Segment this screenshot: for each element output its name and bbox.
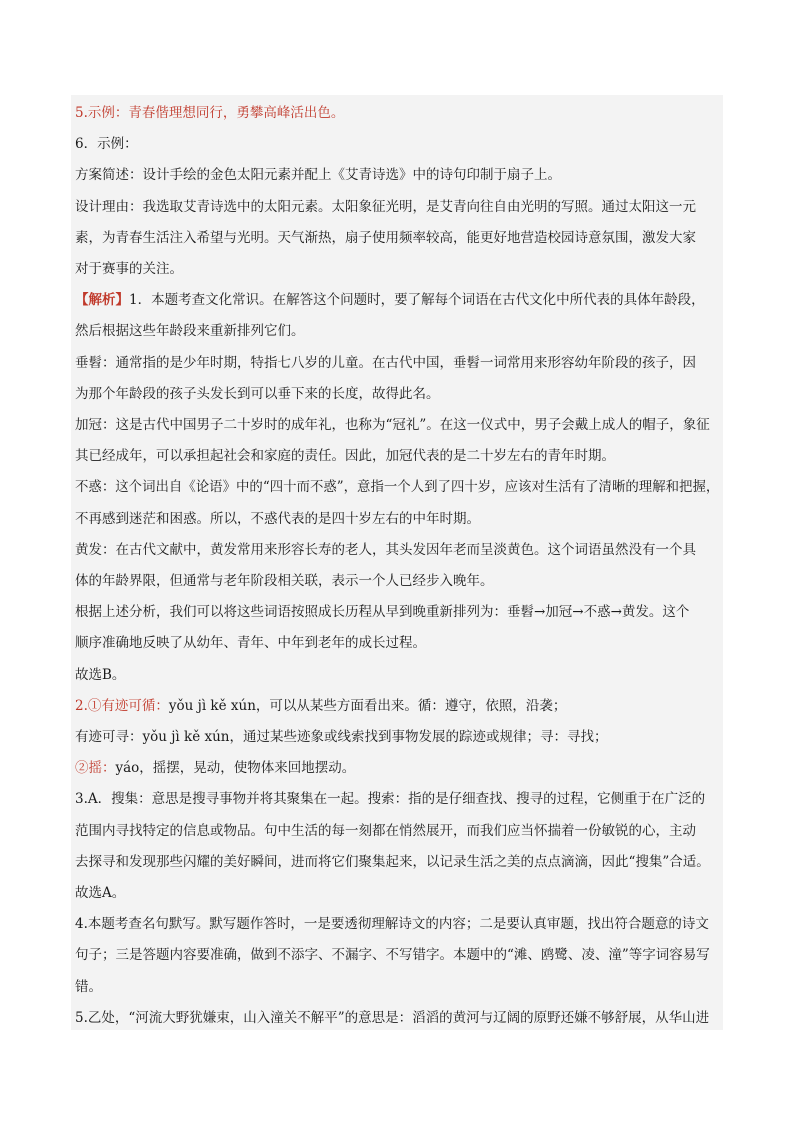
text-line [75,165,561,185]
text-line [75,758,355,778]
text-segment: 5.示例：青春偕理想同行，勇攀高峰活出色。 [75,105,345,121]
text-segment: 5.乙处，“河流大野犹嫌束，山入潼关不解平”的意思是：滔滔的黄河与辽阔的原野还嫌不够舒展，从华山进 [75,1009,710,1026]
text-segment: 其已经成年，可以承担起社会和家庭的责任。因此，加冠代表的是二十岁左右的青年时期。 [75,448,615,465]
text-line [75,321,305,341]
text-line [75,290,705,310]
text-line [75,509,480,529]
text-segment: 加冠：这是古代中国男子二十岁时的成年礼，也称为“冠礼”。在这一仪式中，男子会戴上成人的帽子，象征 [75,417,710,433]
text-segment: 有迹可寻：yǒu jì kě xún，通过某些迹象或线索找到事物发展的踪迹或规律；寻：寻找； [75,729,608,745]
text-segment: 不再感到迷茫和困惑。所以，不惑代表的是四十岁左右的中年时期。 [75,510,480,527]
text-line [75,977,102,997]
text-line [75,633,426,653]
text-line [75,789,705,809]
text-line [75,665,125,685]
text-line [75,945,710,965]
answer-content [71,95,723,1030]
text-line [75,134,138,154]
text-line [75,727,608,747]
text-segment: 1．本题考查文化常识。在解答这个问题时，要了解每个词语在古代文化中所代表的具体年龄段， [129,292,705,309]
text-line [75,883,125,903]
text-segment: 垂髫：通常指的是少年时期，特指七八岁的儿童。在古代中国，垂髫一词常用来形容幼年阶段的孩子，因 [75,354,696,371]
text-line [75,540,696,560]
analysis-label: 【解析】 [75,292,129,309]
text-segment: 对于赛事的关注。 [75,261,183,277]
text-segment: 4.本题考查名句默写。默写题作答时，一是要透彻理解诗文的内容；二是要认真审题，找出符合题意的诗文 [75,916,709,933]
text-segment: yǒu jì kě xún，可以从某些方面看出来。循：遵守，依照，沿袭； [168,697,567,714]
text-line [75,914,709,934]
text-segment: 为那个年龄段的孩子头发长到可以垂下来的长度，故得此名。 [75,385,440,402]
text-line [75,384,440,404]
text-segment: 3.A．搜集：意思是搜寻事物并将其聚集在一起。搜索：指的是仔细查找、搜寻的过程，它侧重于在广泛的 [75,791,706,808]
text-segment: 故选A。 [75,885,126,901]
text-segment: 体的年龄界限，但通常与老年阶段相关联，表示一个人已经步入晚年。 [75,573,494,589]
text-segment: 2.①有迹可循： [75,697,169,714]
text-segment: 根据上述分析，我们可以将这些词语按照成长历程从早到晚重新排列为：垂髫→加冠→不惑→黄发。这个 [75,604,690,621]
text-segment: 方案简述：设计手绘的金色太阳元素并配上《艾青诗选》中的诗句印制于扇子上。 [75,167,561,184]
text-segment: ②摇： [75,760,116,777]
text-segment: 6．示例： [75,136,138,153]
text-segment: 素，为青春生活注入希望与光明。天气渐热，扇子使用频率较高，能更好地营造校园诗意氛围，激发大家 [75,229,696,246]
text-line [75,197,696,217]
text-segment: 不惑：这个词出自《论语》中的“四十而不惑”，意指一个人到了四十岁，应该对生活有了清晰的理解和把握， [75,479,720,496]
text-line [75,821,696,841]
text-line [75,103,344,123]
text-line [75,477,719,497]
text-segment: 范围内寻找特定的信息或物品。句中生活的每一刻都在悄然展开，而我们应当怀揣着一份敏锐的心，主动 [75,822,696,839]
text-line [75,415,710,435]
text-segment: 句子；三是答题内容要准确，做到不添字、不漏字、不写错字。本题中的“滩、鸥鹭、凌、潼”等字词容易写 [75,947,710,964]
text-line [75,1008,709,1028]
text-segment: 错。 [75,978,102,995]
text-segment: 然后根据这些年龄段来重新排列它们。 [75,323,305,340]
text-segment: 黄发：在古代文献中，黄发常用来形容长寿的老人，其头发因年老而呈淡黄色。这个词语虽然没有一个具 [75,541,696,558]
text-line [75,852,710,872]
text-line [75,696,566,716]
text-segment: 顺序准确地反映了从幼年、青年、中年到老年的成长过程。 [75,635,426,652]
text-segment: 去探寻和发现那些闪耀的美好瞬间，进而将它们聚集起来，以记录生活之美的点点滴滴，因此“搜集”合适。 [75,853,710,870]
text-segment: 设计理由：我选取艾青诗选中的太阳元素。太阳象征光明，是艾青向往自由光明的写照。通过太阳这一元 [75,198,696,215]
text-segment: yáo，摇摆，晃动，使物体来回地摆动。 [115,760,356,777]
text-segment: 故选B。 [75,666,126,683]
text-line [75,259,183,279]
text-line [75,571,494,591]
text-line [75,446,615,466]
text-line [75,602,689,622]
text-line [75,353,696,373]
text-line [75,228,696,248]
